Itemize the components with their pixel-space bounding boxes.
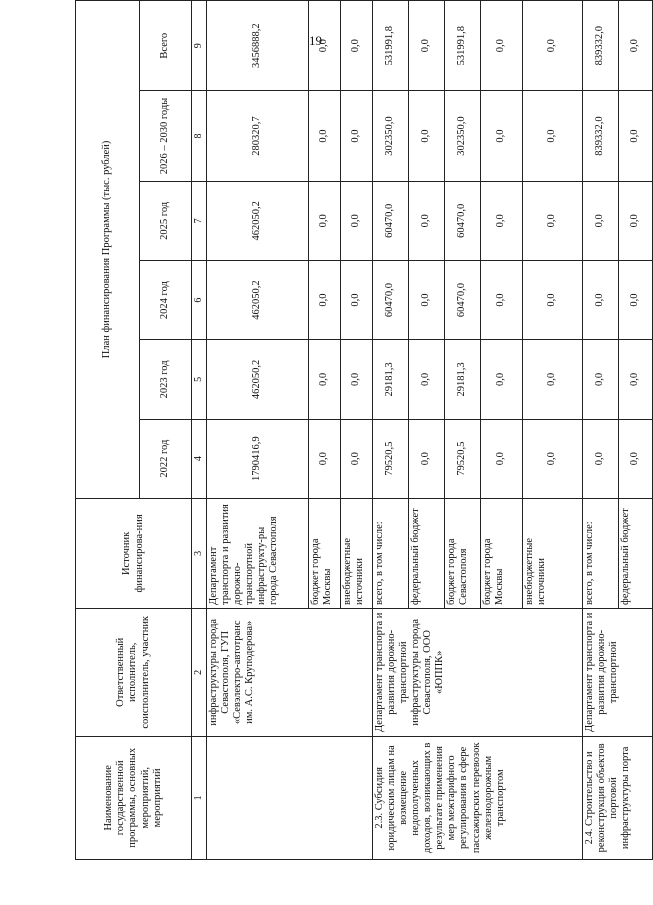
cell-value: 0,0 <box>583 260 619 339</box>
cell-value: 531991,8 <box>445 1 481 91</box>
index-cell: 3 <box>192 498 207 608</box>
cell-value: 29181,3 <box>445 340 481 419</box>
cell-value: 60470,0 <box>445 181 481 260</box>
index-cell: 5 <box>192 340 207 419</box>
cell-value: 0,0 <box>341 1 373 91</box>
cell-value: 0,0 <box>409 181 445 260</box>
cell-value: 0,0 <box>583 419 619 498</box>
table-row <box>583 1 619 860</box>
cell-value: 0,0 <box>523 181 583 260</box>
cell-value: 0,0 <box>619 340 653 419</box>
cell-value: 302350,0 <box>373 91 409 181</box>
cell-source: внебюджетные источники <box>523 498 583 608</box>
cell-value: 60470,0 <box>445 260 481 339</box>
header-year-2025: 2025 год <box>140 181 192 260</box>
cell-source: внебюджетные источники <box>341 498 373 608</box>
cell-source: всего, в том числе: <box>373 498 409 608</box>
header-plan: План финансирования Программы (тыс. рублей) <box>76 1 140 499</box>
cell-value: 1790416,9 <box>207 419 309 498</box>
cell-value: 79520,5 <box>373 419 409 498</box>
cell-value: 79520,5 <box>445 419 481 498</box>
header-year-2026-2030: 2026 – 2030 годы <box>140 91 192 181</box>
cell-value: 0,0 <box>309 181 341 260</box>
cell-value: 0,0 <box>523 91 583 181</box>
cell-value: 0,0 <box>409 1 445 91</box>
cell-source: Департамент транспорта и развития дорожно-транспортной инфраструкту-ры города Севастополя <box>207 498 309 608</box>
header-index-row <box>192 1 207 860</box>
cell-source: федеральный бюджет <box>619 498 653 608</box>
cell-value: 839332,0 <box>583 1 619 91</box>
cell-source: федеральный бюджет <box>409 498 445 608</box>
table-row <box>207 1 309 860</box>
index-cell: 2 <box>192 608 207 736</box>
index-cell: 6 <box>192 260 207 339</box>
cell-value: 3456888,2 <box>207 1 309 91</box>
cell-value: 0,0 <box>619 91 653 181</box>
cell-value: 60470,0 <box>373 181 409 260</box>
cell-value: 462050,2 <box>207 260 309 339</box>
cell-value: 0,0 <box>583 181 619 260</box>
cell-value: 0,0 <box>523 1 583 91</box>
cell-value: 0,0 <box>409 419 445 498</box>
cell-value: 0,0 <box>523 260 583 339</box>
cell-value: 0,0 <box>309 91 341 181</box>
cell-value: 0,0 <box>523 340 583 419</box>
page-number: 19 <box>309 33 322 48</box>
index-cell: 1 <box>192 736 207 859</box>
cell-value: 0,0 <box>619 260 653 339</box>
index-cell: 8 <box>192 91 207 181</box>
cell-value: 0,0 <box>341 260 373 339</box>
cell-value: 0,0 <box>481 181 523 260</box>
cell-value: 0,0 <box>523 419 583 498</box>
index-cell: 7 <box>192 181 207 260</box>
cell-value: 0,0 <box>409 91 445 181</box>
cell-source: всего, в том числе: <box>583 498 619 608</box>
header-year-2022: 2022 год <box>140 419 192 498</box>
cell-source: бюджет города Севастополя <box>445 498 481 608</box>
cell-value: 462050,2 <box>207 340 309 419</box>
cell-value: 0,0 <box>309 260 341 339</box>
cell-value: 0,0 <box>341 340 373 419</box>
cell-value: 0,0 <box>619 181 653 260</box>
cell-value: 0,0 <box>619 1 653 91</box>
cell-value: 0,0 <box>309 340 341 419</box>
index-cell: 4 <box>192 419 207 498</box>
cell-value: 0,0 <box>341 181 373 260</box>
cell-responsible: Департамент транспорта и развития дорожно-транспортной <box>583 608 653 736</box>
cell-responsible: инфраструктуры города Севастополя, ГУП «Севэлектро-автотранс им. А.С. Круподерова» <box>207 608 373 736</box>
header-total: Всего <box>140 1 192 91</box>
cell-value: 302350,0 <box>445 91 481 181</box>
cell-value: 0,0 <box>481 91 523 181</box>
cell-value: 839332,0 <box>583 91 619 181</box>
cell-value: 0,0 <box>341 419 373 498</box>
cell-value: 0,0 <box>409 340 445 419</box>
cell-value: 280320,7 <box>207 91 309 181</box>
index-cell: 9 <box>192 1 207 91</box>
cell-name: 2.3. Субсидия юридическим лицам на возмещение недополученных доходов, возникающих в результате применения мер межтарифного регулирования в сфере пассажирских перевозок железнодорожным транспортом <box>373 736 583 859</box>
cell-value: 462050,2 <box>207 181 309 260</box>
cell-value: 0,0 <box>619 419 653 498</box>
header-year-2023: 2023 год <box>140 340 192 419</box>
financing-table <box>75 0 653 860</box>
cell-value: 60470,0 <box>373 260 409 339</box>
cell-source: бюджет города Москвы <box>309 498 341 608</box>
cell-value: 0,0 <box>481 260 523 339</box>
cell-value: 0,0 <box>341 91 373 181</box>
header-year-2024: 2024 год <box>140 260 192 339</box>
cell-value: 0,0 <box>309 1 341 91</box>
cell-name: 2.4. Строительство и реконструкция объектов портовой инфраструктуры порта <box>583 736 653 859</box>
cell-responsible: Департамент транспорта и развития дорожно-транспортной инфраструктуры города Севастополя, ООО «ЮППК» <box>373 608 583 736</box>
cell-source: бюджет города Москвы <box>481 498 523 608</box>
cell-value: 29181,3 <box>373 340 409 419</box>
cell-value: 0,0 <box>409 260 445 339</box>
rotated-table-wrapper <box>75 0 641 860</box>
cell-value: 0,0 <box>481 340 523 419</box>
cell-value: 0,0 <box>481 419 523 498</box>
header-name: Наименование государственной программы, основных мероприятий, мероприятий <box>76 736 192 859</box>
cell-value: 0,0 <box>309 419 341 498</box>
cell-value: 0,0 <box>481 1 523 91</box>
cell-value: 531991,8 <box>373 1 409 91</box>
cell-name <box>207 736 373 859</box>
header-responsible: Ответственный исполнитель, соисполнитель, участник <box>76 608 192 736</box>
cell-value: 0,0 <box>583 340 619 419</box>
table-row <box>373 1 409 860</box>
header-source: Источник финансирова-ния <box>76 498 192 608</box>
